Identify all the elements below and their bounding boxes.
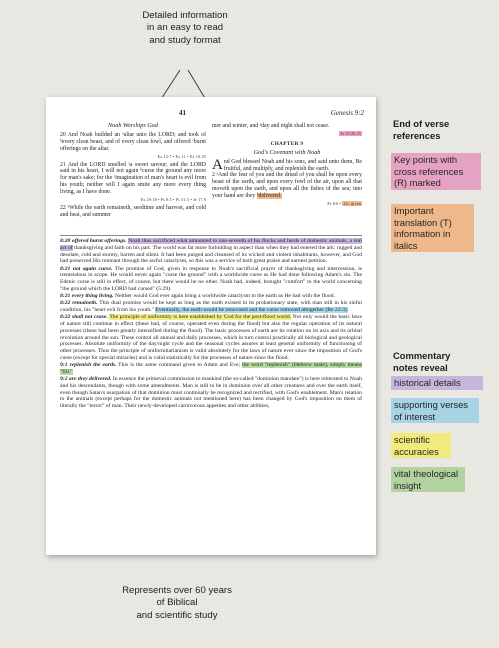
note-text: This is the same command given to Adam and Eve; (116, 362, 243, 368)
note (60, 300, 362, 314)
legend-tag-theological: vital theological insight (391, 467, 465, 492)
note-text: thanksgiving and faith on his part. The world was far more forbidding in aspect than when they had entered the ark: rugged and desolate, cold and stormy, barren and silent. It had been purged and cleansed of its wicked and violent inhabitants, however, and God had preserved His remnant through the awful cataclysm, so this was a service of both great praise and earnest petition. (60, 244, 362, 265)
verse-text: nd God blessed Noah and his sons, and said unto them, Be fruitful, and multiply, and replenish the earth. (223, 158, 362, 172)
chapter-heading: CHAPTER 9 (270, 140, 304, 147)
note (60, 314, 362, 361)
running-head: Genesis 9:2 (330, 109, 364, 117)
legend-title-line: Commentary (393, 350, 451, 361)
divider (60, 235, 362, 236)
page-number: 41 (179, 109, 186, 117)
note (60, 238, 362, 265)
note-ref: 8:21 every thing living. (60, 293, 114, 299)
translation-note: Lit. given (343, 201, 361, 207)
verse-references (212, 201, 362, 208)
bottom-caption-line: and scientific study (136, 609, 218, 621)
note-ref: 9:1 replenish the earth. (60, 362, 117, 368)
verse-paragraph (212, 172, 362, 200)
translation-highlight: ᵇdelivered. (256, 193, 282, 200)
note (60, 266, 362, 293)
historical-highlight: Noah thus sacrificed what amounted to one-seventh of his flocks and herds of domestic animals, a real act of (60, 238, 362, 251)
verse-paragraph (212, 156, 362, 173)
right-column (212, 123, 362, 209)
note-ref: 8:22 shall not cease. (60, 314, 108, 321)
verse-paragraph: 22 ᵃWhile the earth remaineth, seedtime and harvest, and cold and heat, and summer (60, 204, 206, 218)
legend-tag-historical: historical details (391, 376, 483, 390)
scientific-highlight: The principle of uniformity is here established by God for the post-flood world. (109, 314, 292, 321)
legend-title-commentary (393, 350, 489, 373)
theological-highlight: the word "replenish" (Hebrew male), simply means "fill." (60, 362, 362, 375)
bible-page (46, 97, 376, 555)
verse-references: Ex 12:7 • Ex 11 • Ex 10:25 (157, 153, 206, 159)
top-caption-line: Detailed information (142, 10, 228, 21)
reference-text: Ps 8:6 • (327, 201, 342, 207)
legend-title-verse-references (393, 118, 483, 141)
note-text: Neither would God ever again bring a worldwide cataclysm to the earth as He had with the flood. (115, 293, 335, 299)
verse-text: 2 ᵃAnd the fear of you and the dread of you shall be upon every beast of the earth, and upon every fowl of the air, upon all that moveth upon the earth, and upon all the fishes of the sea; into your hand are they (212, 172, 362, 200)
left-column (60, 123, 206, 219)
legend-tag-scientific: scientific accuracies (391, 433, 451, 458)
legend-title-line: references (393, 129, 441, 141)
bottom-caption (102, 585, 252, 622)
legend-tag-key-points: Key points with cross references (R) marked (391, 153, 481, 190)
note-text: Not only would the basic laws of nature still continue in effect (these had, of course, operated even during the flood) but also the regular operation of its natural processes (these had been greatly intensified during the flood). The basic processes of earth are its rotation on its axis and its orbital revolution around the sun. These control all annual and daily processes, which in turn control practically all biological and geological processes. Absolute uniformity of the day/night cycle and the seasonal cycles assures at least general uniformity of functioning of other processes. Thus the principle of uniformitarianism is valid absolutely for the laws of nature ever since the imposition of God's curse (except for special miracles) and is valid statistically for the processes of nature since the flood. (60, 314, 362, 361)
note-ref: 8:22 remaineth. (60, 300, 98, 307)
top-caption-line: in an easy to read (146, 22, 224, 34)
supporting-verse-highlight: Eventually, the earth would be renovated and the curse removed altogether (Re 22:3). (155, 307, 349, 313)
verse-paragraph: 21 And the LORD smelled ᵃa sweet savour; and the LORD said in his heart, I will not again ᵇcurse the ground any more for man's sake; for the ᶜimagination of man's heart is evil from his youth; neither will I again smite any more every thing living, as I have done. (60, 161, 206, 196)
note (60, 293, 362, 300)
verse-references (212, 131, 362, 138)
verse-paragraph: mer and winter, and ᵃday and night shall not cease. (212, 123, 330, 129)
legend-title-line: notes reveal (393, 361, 448, 373)
verse-references: Ex 29:18 • Ps 8:5 • Ps 51:5 • Je 17:9 (140, 197, 206, 203)
section-title: Noah Worships God (108, 122, 158, 129)
top-caption-line: and study format (149, 34, 221, 46)
verse-paragraph: 20 And Noah builded an ᵃaltar unto the LORD; and took of ᵇevery clean beast, and of every clean fowl, and offered ᶜburnt offerings on the altar. (60, 131, 206, 152)
note-ref: 9:2 are they delivered. (60, 376, 112, 382)
commentary-notes (60, 238, 362, 410)
legend-title-line: End of verse (393, 118, 450, 129)
note (60, 362, 362, 376)
note-text: In essence the primeval commission to mankind (the so-called "dominion mandate") is here reiterated to Noah and his descendants, though with some amendments. Man is still to be in dominion over all other creatures and over the earth itself, even though Satan's usurpation of that dominion must continually be recognized and rectified, with God's enablement. Man's relation to the animals (except perhaps for the domestic animals not mentioned here) has been changed by God's imposition on them of literally the "terror" of man. Their newly-developed carnivorous appetites and other abilities, (60, 376, 362, 409)
note-ref: 8:21 not again curse. (60, 265, 113, 272)
bottom-caption-line: Represents over 60 years (122, 585, 232, 596)
note-text: This dual promise would be kept as long as the earth existed in its probationary state, with man still in his sinful condition, his "heart evil from his youth." (60, 300, 362, 313)
key-reference: Je 33:20,25 (340, 130, 361, 136)
chapter-title: God's Covenant with Noah (253, 148, 321, 156)
bottom-caption-line: of Biblical (156, 597, 198, 609)
note-ref: 8:20 offered burnt offerings. (60, 238, 127, 244)
drop-cap: A (212, 156, 223, 173)
top-caption (125, 10, 245, 47)
legend-tag-supporting-verses: supporting verses of interest (391, 398, 479, 423)
legend-tag-translation: Important translation (T) information in italics (391, 204, 474, 252)
note (60, 376, 362, 410)
note-text: The promise of God, given in response to Noah's sacrificial prayer of thanksgiving and intercession, is tremendous in scope. He would never again "curse the ground" with a worldwide curse as He had done following Adam's sin. The Edenic curse is still in effect, of course, but there would be no other. Noah had, indeed, brought "comfort" to the world concerning "the ground which the LORD had cursed" (5:29). (60, 265, 362, 292)
